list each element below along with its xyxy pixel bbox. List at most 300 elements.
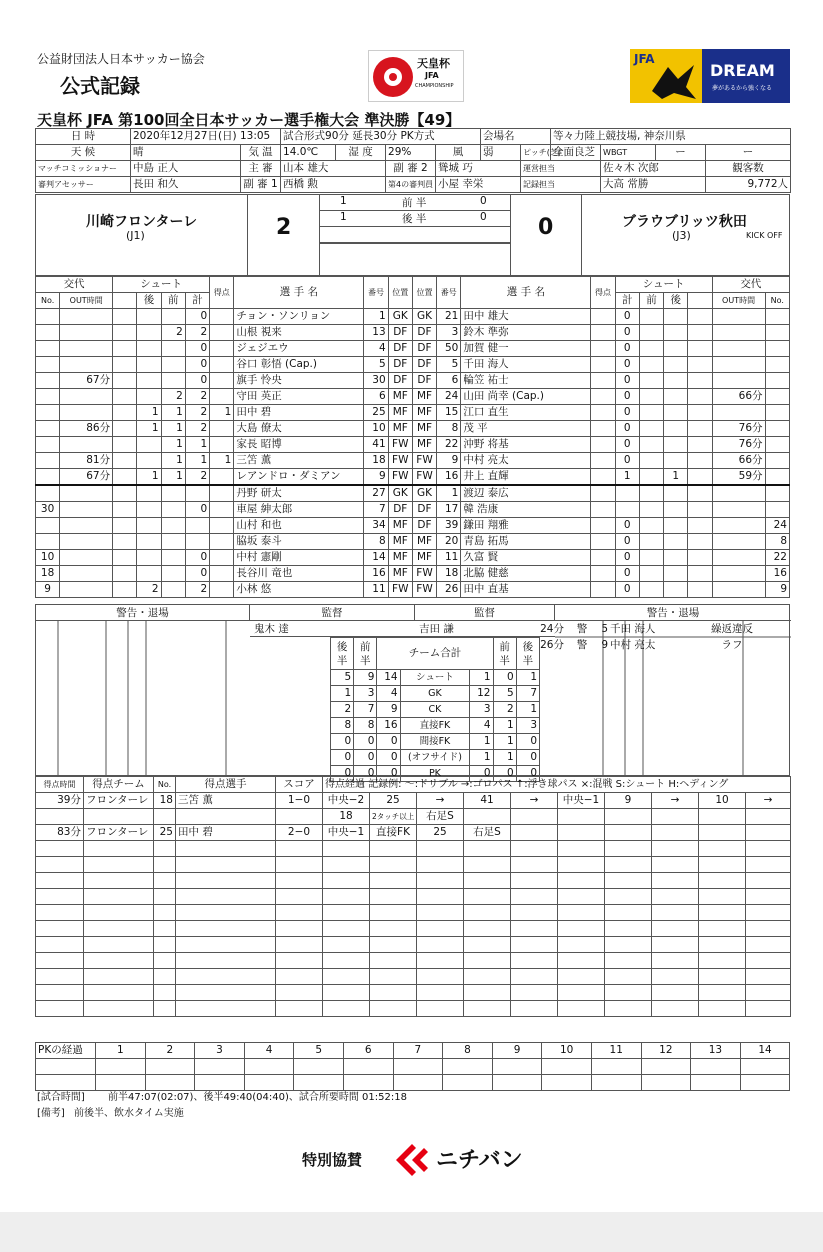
away-shots-h1	[639, 437, 663, 453]
away-out-time	[712, 405, 765, 421]
home-player-num: 6	[364, 389, 388, 405]
away-player-name: 沖野 将基	[461, 437, 591, 453]
stats-home-h2-header: 後	[336, 640, 348, 653]
home-goals	[210, 373, 234, 389]
note-row	[37, 1104, 184, 1119]
stat-away-total: 4	[470, 718, 493, 734]
pk-cell	[244, 1059, 294, 1075]
goal-empty-cell	[558, 1001, 605, 1017]
home-shots-total: 0	[185, 373, 209, 389]
away-shots-h2	[664, 550, 688, 566]
away-shots-h2	[664, 437, 688, 453]
stat-home-total: 0	[377, 766, 400, 782]
home-shots-total: 0	[185, 357, 209, 373]
score-section	[35, 194, 790, 276]
pitch-value: 全面良芝	[551, 145, 601, 161]
format-label: 試合形式	[283, 130, 326, 142]
goal-empty-cell	[84, 841, 154, 857]
goal-step	[511, 825, 558, 841]
home-sub-no	[36, 469, 60, 486]
home-goals: 1	[210, 453, 234, 469]
stat-row	[331, 750, 540, 766]
goal-empty-cell	[176, 953, 276, 969]
player-row	[36, 534, 790, 550]
goal-empty-cell	[699, 841, 746, 857]
home-goals	[210, 309, 234, 325]
home-shots-h2: 2	[137, 582, 161, 598]
referee-label: 主 審	[241, 161, 281, 177]
home-player-pos: FW	[388, 437, 412, 453]
away-sub-no	[765, 421, 789, 437]
emperor-logo-line2: JFA	[425, 71, 439, 80]
pk-cell	[691, 1059, 741, 1075]
goal-empty-cell	[276, 969, 323, 985]
stat-home-total: 16	[377, 718, 400, 734]
home-shots-total: 2	[185, 469, 209, 486]
goal-empty-cell	[154, 905, 176, 921]
goal-empty-cell	[323, 889, 370, 905]
away-shots-h2: 1	[664, 469, 688, 486]
goal-empty-cell	[417, 921, 464, 937]
pk-cell	[195, 1059, 245, 1075]
player-row	[36, 357, 790, 373]
home-total-score: 2	[276, 215, 292, 240]
goal-empty-cell	[605, 889, 652, 905]
stat-home-h1: 8	[354, 718, 377, 734]
goal-empty-cell	[84, 953, 154, 969]
humidity-label: 湿 度	[336, 145, 386, 161]
assessor-label: 審判アセッサー	[36, 177, 131, 193]
pk-cell	[542, 1075, 592, 1091]
away-player-name: 鈴木 準弥	[461, 325, 591, 341]
pk-col: 7	[393, 1043, 443, 1059]
away-empty	[688, 582, 712, 598]
away-player-num: 5	[437, 357, 461, 373]
away-shots-total: 0	[615, 341, 639, 357]
pk-col: 5	[294, 1043, 344, 1059]
away-shots-h2	[664, 357, 688, 373]
stat-away-total: 0	[470, 766, 493, 782]
goal-empty-cell	[370, 905, 417, 921]
pk-label: PKの経過	[36, 1043, 96, 1059]
away-player-num: 16	[437, 469, 461, 486]
stat-home-h1: 3	[354, 686, 377, 702]
away-sub-no	[765, 502, 789, 518]
temp-label: 気 温	[241, 145, 281, 161]
stat-home-h1: 7	[354, 702, 377, 718]
away-empty	[688, 357, 712, 373]
goal-team: フロンターレ	[84, 793, 154, 809]
goal-row	[36, 793, 791, 809]
home-shots-h1: 1	[161, 421, 185, 437]
goal-team-header: 得点チーム	[84, 777, 154, 793]
goal-empty-cell	[370, 953, 417, 969]
home-player-pos: DF	[388, 502, 412, 518]
goal-empty-cell	[511, 953, 558, 969]
stat-away-total: 3	[470, 702, 493, 718]
home-shots-total	[185, 485, 209, 502]
home-player-pos: MF	[388, 405, 412, 421]
goal-step	[699, 809, 746, 825]
away-shots-total	[615, 485, 639, 502]
goal-step: 中央−1	[323, 825, 370, 841]
home-team-division: (J1)	[126, 229, 145, 242]
away-shots-h1	[639, 405, 663, 421]
goal-empty-cell	[176, 937, 276, 953]
goal-step: 25	[370, 793, 417, 809]
away-warn-header: 警告・退場	[555, 605, 791, 621]
away-goals	[591, 469, 615, 486]
fourth-official-label: 第4の審判員	[386, 177, 436, 193]
home-player-pos: MF	[388, 518, 412, 534]
stat-label: CK	[400, 702, 470, 718]
home-player-pos: DF	[388, 373, 412, 389]
home-empty	[113, 437, 137, 453]
goal-empty-cell	[558, 889, 605, 905]
home-player-num: 1	[364, 309, 388, 325]
goal-no-header: No.	[154, 777, 176, 793]
stat-away-h1: 5	[493, 686, 516, 702]
lower-section	[35, 604, 790, 779]
away-goals	[591, 582, 615, 598]
goal-empty-cell	[464, 921, 511, 937]
away-player-name: 鎌田 翔雅	[461, 518, 591, 534]
away-shots-h2	[664, 582, 688, 598]
home-out-time	[60, 566, 113, 582]
wind-label: 風	[436, 145, 481, 161]
goal-step: 41	[464, 793, 511, 809]
away-out-time	[712, 309, 765, 325]
player-row	[36, 502, 790, 518]
goal-empty-cell	[323, 969, 370, 985]
home-empty	[113, 518, 137, 534]
goal-empty-cell	[652, 857, 699, 873]
away-empty	[688, 325, 712, 341]
card-num: 5	[601, 623, 608, 635]
home-player-name: ジェジエウ	[234, 341, 364, 357]
home-out-time	[60, 502, 113, 518]
goal-empty-cell	[36, 873, 84, 889]
goal-empty-cell	[652, 841, 699, 857]
goal-step	[746, 825, 791, 841]
card-time: 24分	[540, 623, 564, 635]
h1-home-score: 1	[340, 195, 347, 207]
wbgt-value-1: ー	[656, 145, 706, 161]
goal-no: 18	[154, 793, 176, 809]
home-shots-h2	[137, 518, 161, 534]
away-shots-total: 0	[615, 373, 639, 389]
ar1-label: 副 審 1	[241, 177, 281, 193]
away-shots-h2	[664, 373, 688, 389]
away-shots-total: 0	[615, 325, 639, 341]
goal-empty-cell	[176, 889, 276, 905]
goal-row	[36, 841, 791, 857]
away-empty	[688, 341, 712, 357]
goal-row	[36, 921, 791, 937]
goal-empty-cell	[558, 921, 605, 937]
away-out-time	[712, 566, 765, 582]
away-h1-header: 前	[639, 293, 663, 309]
goal-empty-cell	[36, 841, 84, 857]
match-title: 天皇杯 JFA 第100回全日本サッカー選手権大会 準決勝【49】	[37, 111, 461, 129]
goal-empty-cell	[464, 969, 511, 985]
away-player-name: 中村 亮太	[461, 453, 591, 469]
goal-row	[36, 969, 791, 985]
away-sub-header: 交代	[712, 277, 789, 293]
weather-value: 晴	[131, 145, 241, 161]
home-player-num: 4	[364, 341, 388, 357]
home-empty	[113, 469, 137, 486]
away-shots-h2	[664, 485, 688, 502]
goal-empty-cell	[605, 969, 652, 985]
away-out-time	[712, 502, 765, 518]
home-player-name: 谷口 彰悟 (Cap.)	[234, 357, 364, 373]
home-out-time	[60, 357, 113, 373]
goal-empty-cell	[276, 857, 323, 873]
home-player-pos: MF	[388, 534, 412, 550]
goal-empty-cell	[464, 953, 511, 969]
away-shoot-header: シュート	[615, 277, 712, 293]
goal-player: 三笘 薫	[176, 793, 276, 809]
away-player-name: 山田 尚幸 (Cap.)	[461, 389, 591, 405]
home-shots-total: 0	[185, 566, 209, 582]
home-empty	[113, 502, 137, 518]
home-player-num: 5	[364, 357, 388, 373]
assessor-value: 長田 和久	[131, 177, 241, 193]
away-goals	[591, 485, 615, 502]
wind-value: 弱	[481, 145, 521, 161]
away-player-name: 千田 海人	[461, 357, 591, 373]
home-player-pos: GK	[388, 309, 412, 325]
goal-empty-cell	[605, 921, 652, 937]
home-shots-h1: 1	[161, 453, 185, 469]
away-player-pos: DF	[412, 325, 436, 341]
emperor-logo-line1: 天皇杯	[417, 57, 450, 70]
stat-home-h1: 0	[354, 766, 377, 782]
stat-row	[331, 718, 540, 734]
h1-label: 前 半	[402, 197, 427, 209]
away-goals	[591, 389, 615, 405]
home-shots-total: 1	[185, 437, 209, 453]
goal-empty-cell	[699, 969, 746, 985]
away-player-num: 17	[437, 502, 461, 518]
home-player-num: 7	[364, 502, 388, 518]
goal-empty-cell	[511, 937, 558, 953]
away-player-pos: DF	[412, 341, 436, 357]
home-out-time	[60, 341, 113, 357]
away-player-num: 1	[437, 485, 461, 502]
goal-row	[36, 857, 791, 873]
away-player-name: 久富 賢	[461, 550, 591, 566]
stat-home-h2: 0	[331, 766, 354, 782]
away-player-num: 50	[437, 341, 461, 357]
fourth-official-value: 小屋 幸栄	[436, 177, 521, 193]
stat-row	[331, 734, 540, 750]
away-player-pos: FW	[412, 582, 436, 598]
goal-empty-cell	[464, 905, 511, 921]
home-out-time	[60, 389, 113, 405]
away-player-pos: DF	[412, 518, 436, 534]
player-row	[36, 550, 790, 566]
card-time: 26分	[540, 639, 564, 651]
goal-empty-cell	[370, 857, 417, 873]
home-shots-h1: 1	[161, 437, 185, 453]
goal-empty-cell	[558, 905, 605, 921]
goal-empty-cell	[276, 921, 323, 937]
goal-empty-cell	[652, 937, 699, 953]
team-total-header: チーム合計	[377, 638, 493, 670]
away-out-time: 59分	[712, 469, 765, 486]
goal-empty-cell	[746, 889, 791, 905]
goal-empty-cell	[652, 905, 699, 921]
player-row	[36, 421, 790, 437]
goal-empty-cell	[699, 905, 746, 921]
home-shots-h2	[137, 502, 161, 518]
home-player-num: 14	[364, 550, 388, 566]
away-no-header: No.	[765, 293, 789, 309]
goal-step	[746, 809, 791, 825]
away-empty	[688, 421, 712, 437]
away-out-time	[712, 582, 765, 598]
goal-empty-cell	[176, 985, 276, 1001]
home-shots-h1	[161, 550, 185, 566]
stat-label: シュート	[400, 670, 470, 686]
goal-step: 中央−1	[558, 793, 605, 809]
goal-player	[176, 809, 276, 825]
away-goals	[591, 357, 615, 373]
home-sub-no	[36, 389, 60, 405]
goal-empty-cell	[323, 905, 370, 921]
goal-step	[464, 809, 511, 825]
away-player-name: 井上 直輝	[461, 469, 591, 486]
home-out-time	[60, 405, 113, 421]
goal-empty-cell	[176, 905, 276, 921]
pk-table	[35, 1042, 790, 1091]
goal-player-header: 得点選手	[176, 777, 276, 793]
pk-col: 13	[691, 1043, 741, 1059]
home-shots-h2	[137, 357, 161, 373]
away-player-num: 22	[437, 437, 461, 453]
away-shots-h1	[639, 485, 663, 502]
home-player-pos: DF	[388, 325, 412, 341]
away-out-time: 66分	[712, 453, 765, 469]
away-player-pos: FW	[412, 566, 436, 582]
away-sub-no	[765, 405, 789, 421]
away-goals	[591, 373, 615, 389]
home-goals	[210, 389, 234, 405]
home-shots-h2	[137, 373, 161, 389]
away-total-score: 0	[538, 215, 554, 240]
away-empty	[688, 485, 712, 502]
home-player-name: 家長 昭博	[234, 437, 364, 453]
goal-empty-cell	[464, 873, 511, 889]
stat-home-h2: 1	[331, 686, 354, 702]
note-label: [備考]	[37, 1108, 65, 1119]
goal-empty-cell	[417, 985, 464, 1001]
home-empty	[113, 453, 137, 469]
away-player-pos: GK	[412, 485, 436, 502]
away-team-division: (J3)	[672, 229, 691, 242]
home-player-pos: FW	[388, 582, 412, 598]
home-sub-no	[36, 325, 60, 341]
home-out-time	[60, 582, 113, 598]
home-shots-total: 2	[185, 421, 209, 437]
pk-cell	[443, 1075, 493, 1091]
goal-empty-cell	[154, 921, 176, 937]
stats-home-h1-header: 前	[360, 640, 371, 653]
stat-label: 直接FK	[400, 718, 470, 734]
home-shots-h1: 2	[161, 325, 185, 341]
away-player-num: 9	[437, 453, 461, 469]
goal-no	[154, 809, 176, 825]
goal-empty-cell	[652, 985, 699, 1001]
goal-empty-cell	[558, 937, 605, 953]
away-empty	[688, 502, 712, 518]
home-shots-h2: 1	[137, 421, 161, 437]
home-shots-total: 1	[185, 453, 209, 469]
goal-empty-cell	[276, 937, 323, 953]
card-reason: 繰返違反	[711, 623, 753, 635]
emperor-cup-logo	[368, 50, 464, 102]
player-row	[36, 518, 790, 534]
goal-empty-cell	[36, 857, 84, 873]
pk-cell	[542, 1059, 592, 1075]
away-shots-total	[615, 502, 639, 518]
goal-empty-cell	[84, 921, 154, 937]
goal-empty-cell	[605, 953, 652, 969]
home-goals	[210, 550, 234, 566]
home-player-name: 山村 和也	[234, 518, 364, 534]
goal-step	[605, 809, 652, 825]
away-player-pos: MF	[412, 389, 436, 405]
goal-step: →	[746, 793, 791, 809]
yatagarasu-icon	[648, 61, 700, 101]
home-player-name: 旗手 怜央	[234, 373, 364, 389]
sponsor-label: 特別協賛	[302, 1151, 363, 1169]
home-player-pos: MF	[388, 566, 412, 582]
home-h2-header: 後	[137, 293, 161, 309]
jfa-dream-text: DREAM	[710, 61, 775, 80]
home-shots-h1	[161, 518, 185, 534]
goal-empty-cell	[417, 857, 464, 873]
home-shots-h1: 1	[161, 405, 185, 421]
goal-empty-cell	[36, 985, 84, 1001]
goal-row	[36, 889, 791, 905]
stat-label: (オフサイド)	[400, 750, 470, 766]
attendance-label: 観客数	[706, 161, 791, 177]
stat-away-total: 1	[470, 734, 493, 750]
away-out-time: 66分	[712, 389, 765, 405]
stat-away-h2: 0	[516, 734, 539, 750]
away-empty	[688, 453, 712, 469]
document-title: 公式記録	[60, 74, 140, 98]
goal-empty-cell	[605, 985, 652, 1001]
home-player-name: 三笘 薫	[234, 453, 364, 469]
away-sub-no	[765, 357, 789, 373]
goal-empty-cell	[511, 1001, 558, 1017]
away-player-pos: FW	[412, 469, 436, 486]
home-empty	[113, 373, 137, 389]
home-shots-total: 2	[185, 405, 209, 421]
goal-empty-cell	[276, 1001, 323, 1017]
goal-legend: 記録例: 〜:ドリブル →:ゴロパス ↑:浮き球パス ×:混戦 S:シュート H:ヘディング	[368, 779, 729, 790]
away-shots-h1	[639, 469, 663, 486]
goal-empty-cell	[36, 889, 84, 905]
stat-away-h1: 2	[493, 702, 516, 718]
stats-away-h2-header-b: 半	[522, 654, 534, 667]
goal-empty-cell	[154, 889, 176, 905]
player-row	[36, 469, 790, 486]
